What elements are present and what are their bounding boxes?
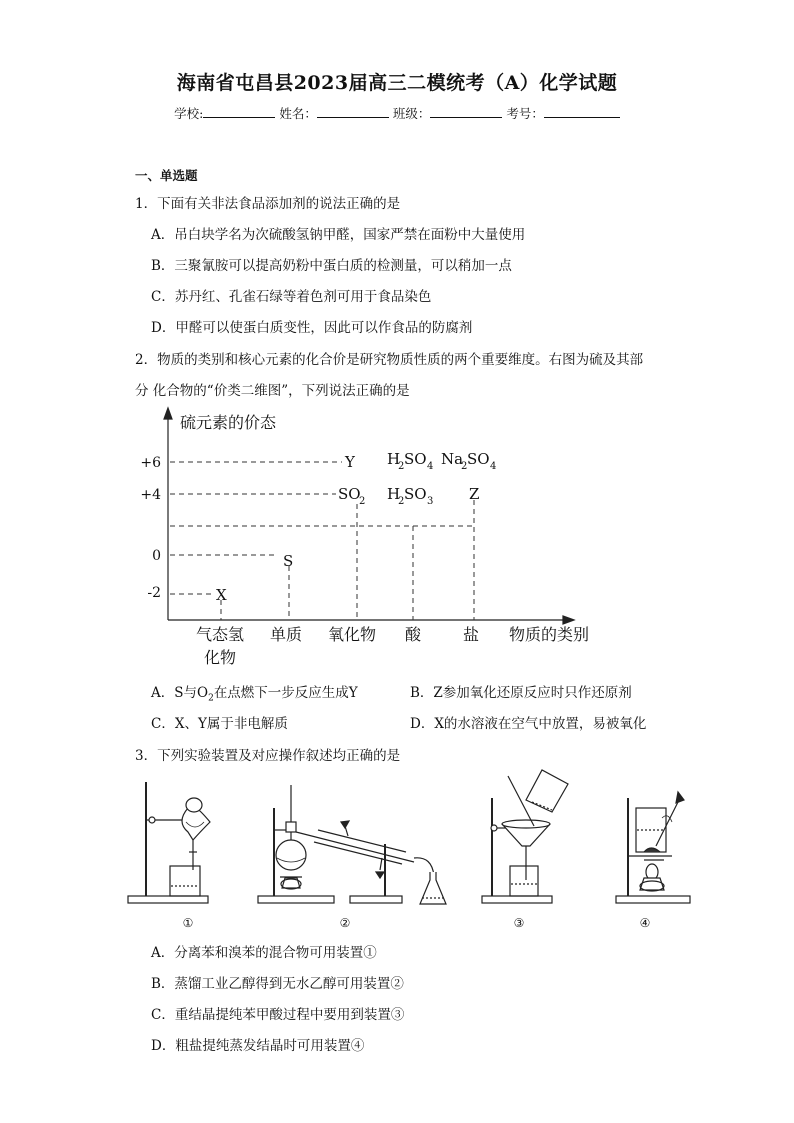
q1-option-d: D．甲醛可以使蛋白质变性，因此可以作食品的防腐剂 (151, 320, 473, 336)
q3-option-b: B．蒸馏工业乙醇得到无水乙醇可用装置② (151, 976, 404, 992)
svg-text:SO: SO (404, 485, 427, 503)
q2-option-c: C．X、Y属于非电解质 (151, 716, 288, 732)
apparatus-label-3: ③ (513, 916, 525, 930)
svg-text:4: 4 (427, 461, 434, 472)
point-x: X (216, 586, 227, 604)
category-oxide: 氧化物 (328, 625, 377, 644)
q2-stem-line2: 分 化合物的“价类二维图”，下列说法正确的是 (135, 383, 410, 399)
x-axis-label: 物质的类别 (509, 625, 590, 644)
q3-stem: 3．下列实验装置及对应操作叙述均正确的是 (135, 748, 401, 764)
q1-option-c: C．苏丹红、孔雀石绿等着色剂可用于食品染色 (151, 289, 432, 305)
x-axis-arrow (563, 616, 574, 624)
svg-text:3: 3 (427, 496, 434, 507)
section-title: 一、单选题 (135, 168, 198, 183)
svg-text:SO: SO (338, 485, 361, 503)
point-s: S (283, 552, 294, 570)
y-axis-arrow (164, 408, 172, 419)
svg-text:2: 2 (398, 496, 405, 507)
q3-option-d: D．粗盐提纯蒸发结晶时可用装置④ (151, 1038, 365, 1054)
svg-text:Na: Na (441, 450, 464, 468)
class-label: 班级： (392, 106, 431, 121)
svg-text:2: 2 (359, 496, 366, 507)
school-label: 学校: (174, 106, 204, 121)
svg-text:2: 2 (398, 461, 405, 472)
q2-stem-line1: 2．物质的类别和核心元素的化合价是研究物质性质的两个重要维度。右图为硫及其部 (135, 352, 644, 368)
id-label: 考号： (506, 106, 544, 121)
svg-text:2: 2 (461, 461, 468, 472)
svg-text:SO: SO (467, 450, 490, 468)
category-hydride-line2: 化物 (204, 648, 237, 667)
svg-text:H: H (387, 485, 401, 503)
exam-title: 海南省屯昌县2023届高三二模统考（A）化学试题 (176, 72, 618, 94)
category-salt: 盐 (463, 625, 480, 644)
apparatus-1-separatory-funnel (128, 782, 210, 903)
q3-option-c: C．重结晶提纯苯甲酸过程中要用到装置③ (151, 1007, 405, 1023)
apparatus-3-filtration (482, 770, 568, 903)
apparatus-2-distillation (258, 785, 446, 904)
apparatus-4-evaporation (616, 792, 690, 903)
formula-na2so4 (441, 450, 496, 472)
apparatus-label-2: ② (339, 916, 351, 930)
point-y: Y (345, 453, 355, 471)
formula-h2so4 (387, 450, 433, 472)
name-label: 姓名： (279, 106, 317, 121)
svg-text:SO: SO (404, 450, 427, 468)
category-hydride-line1: 气态氢 (196, 625, 245, 644)
category-element: 单质 (270, 625, 303, 644)
point-z: Z (469, 485, 480, 503)
category-acid: 酸 (405, 625, 422, 644)
q2-option-b: B．Z参加氧化还原反应时只作还原剂 (410, 685, 632, 701)
y-tick-0: 0 (152, 548, 161, 564)
y-tick-plus4: +4 (140, 487, 161, 503)
apparatus-label-4: ④ (639, 916, 651, 930)
formula-so2 (338, 485, 365, 507)
q1-stem: 1．下面有关非法食品添加剂的说法正确的是 (135, 196, 401, 212)
y-tick-plus6: +6 (140, 455, 161, 471)
q3-option-a: A．分离苯和溴苯的混合物可用装置① (151, 945, 377, 961)
q1-option-a: A．吊白块学名为次硫酸氢钠甲醛，国家严禁在面粉中大量使用 (151, 227, 526, 243)
apparatus-label-1: ① (182, 916, 194, 930)
svg-text:H: H (387, 450, 401, 468)
svg-text:4: 4 (490, 461, 497, 472)
q2-option-d: D．X的水溶液在空气中放置，易被氧化 (410, 716, 647, 732)
formula-h2so3 (387, 485, 433, 507)
y-tick-minus2: -2 (147, 585, 161, 601)
q2-option-a: A．S与$O_2$在点燃下一步反应生成Y (151, 685, 358, 704)
y-axis-label: 硫元素的价态 (180, 413, 277, 432)
q1-option-b: B．三聚氰胺可以提高奶粉中蛋白质的检测量，可以稍加一点 (151, 258, 512, 274)
